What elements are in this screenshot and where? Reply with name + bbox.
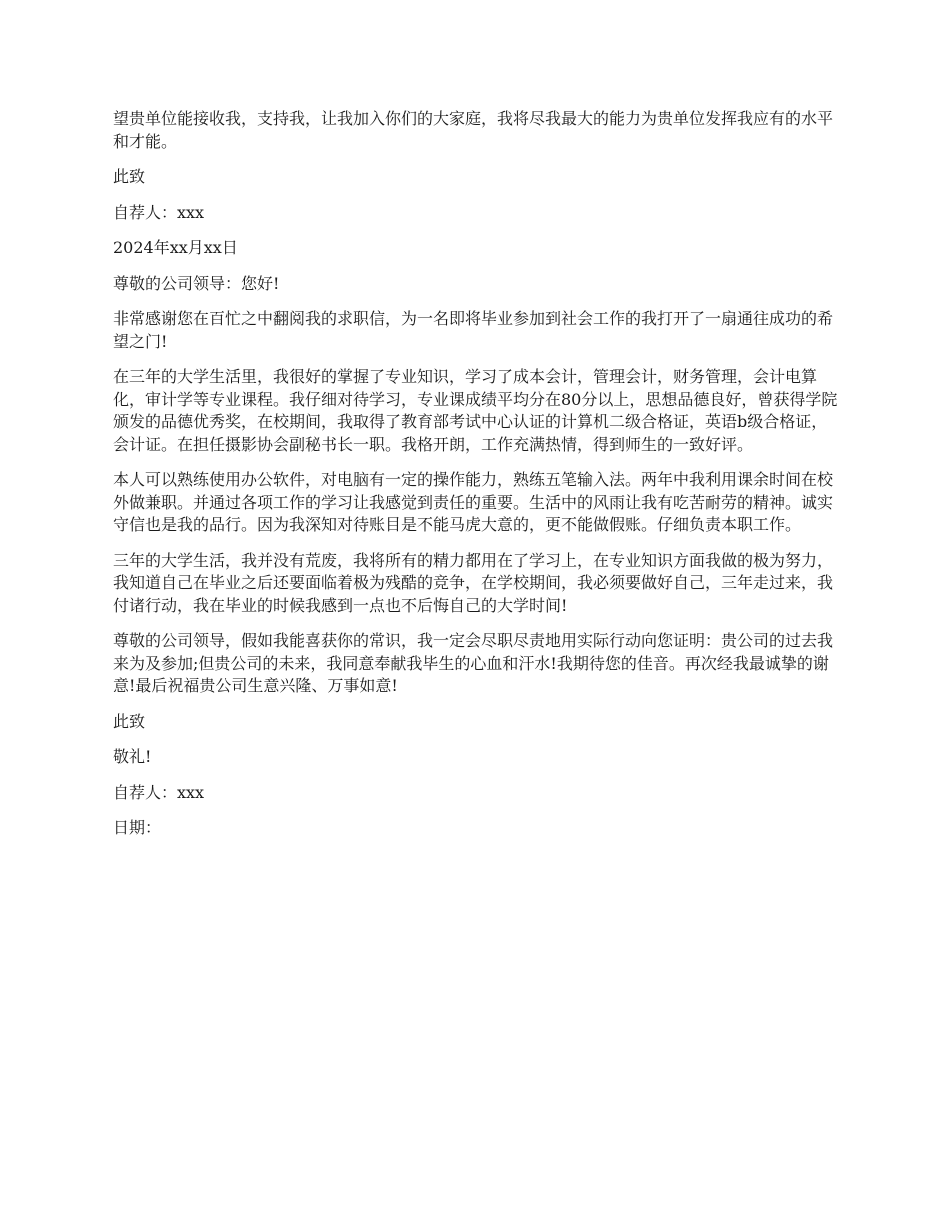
- paragraph-skills: 本人可以熟练使用办公软件，对电脑有一定的操作能力，熟练五笔输入法。两年中我利用课余时间在校外做兼职。并通过各项工作的学习让我感觉到责任的重要。生活中的风雨让我有吃苦耐劳的精神。诚实守信也是我的品行。因为我深知对待账目是不能马虎大意的，更不能做假账。仔细负责本职工作。: [113, 470, 834, 534]
- salutation-cizhi: 此致: [113, 167, 146, 186]
- paragraph-commitment: 尊敬的公司领导，假如我能喜获你的常识，我一定会尽职尽责地用实际行动向您证明：贵公司的过去我来为及参加;但贵公司的未来，我同意奉献我毕生的心血和汗水!我期待您的佳音。再次经我最诚挚的谢意!最后祝福贵公司生意兴隆、万事如意!: [113, 631, 834, 695]
- salutation-jingli: 敬礼!: [113, 747, 152, 766]
- paragraph-university-life: 在三年的大学生活里，我很好的掌握了专业知识，学习了成本会计，管理会计，财务管理，会计电算化，审计学等专业课程。我仔细对待学习，专业课成绩平均分在80分以上，思想品德良好，曾获得学院颁发的品德优秀奖，在校期间，我取得了教育部考试中心认证的计算机二级合格证，英语b级合格证，会计证。在担任摄影协会副秘书长一职。我格开朗，工作充满热情，得到师生的一致好评。: [113, 367, 838, 454]
- signature-self-recommender: 自荐人：xxx: [113, 202, 205, 222]
- document-body: [113, 108, 841, 853]
- signature-self-recommender-2: 自荐人：xxx: [113, 782, 205, 802]
- paragraph-effort: 三年的大学生活，我并没有荒废，我将所有的精力都用在了学习上，在专业知识方面我做的极为努力，我知道自己在毕业之后还要面临着极为残酷的竞争，在学校期间，我必须要做好自己，三年走过来，我付诸行动，我在毕业的时候我感到一点也不后悔自己的大学时间!: [113, 550, 834, 615]
- date-line: 2024年xx月xx日: [113, 238, 238, 257]
- paragraph-thanks: 非常感谢您在百忙之中翻阅我的求职信，为一名即将毕业参加到社会工作的我打开了一扇通往成功的希望之门!: [113, 309, 834, 351]
- greeting-line: 尊敬的公司领导：您好!: [113, 273, 280, 293]
- salutation-cizhi-2: 此致: [113, 711, 146, 731]
- paragraph-closing-request: 望贵单位能接收我，支持我，让我加入你们的大家庭，我将尽我最大的能力为贵单位发挥我应有的水平和才能。: [113, 109, 834, 151]
- date-label: 日期：: [113, 818, 162, 837]
